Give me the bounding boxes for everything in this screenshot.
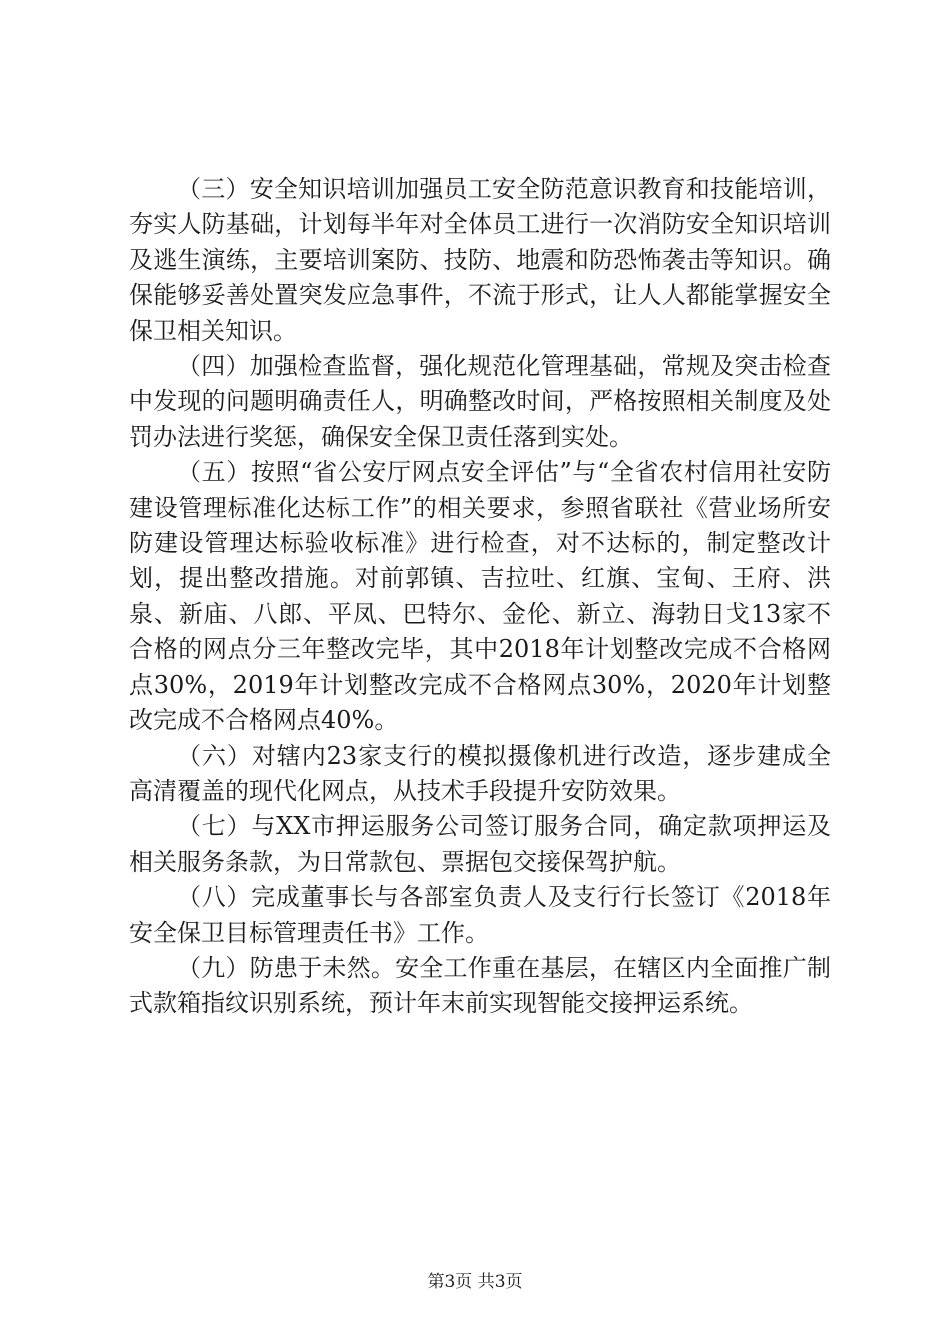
paragraph-3-safety-training: （三）安全知识培训加强员工安全防范意识教育和技能培训，夯实人防基础，计划每半年对全体员工进行一次消防安全知识培训及逃生演练，主要培训案防、技防、地震和防恐怖袭击等知识。确保能够妥善处置突发应急事件，不流于形式，让人人都能掌握安全保卫相关知识。 xyxy=(129,175,831,345)
paragraph-9-prevention: （九）防患于未然。安全工作重在基层，在辖区内全面推广制式款箱指纹识别系统，预计年末前实现智能交接押运系统。 xyxy=(129,953,831,1018)
paragraph-6-cameras: （六）对辖内23家支行的模拟摄像机进行改造，逐步建成全高清覆盖的现代化网点，从技术手段提升安防效果。 xyxy=(129,741,831,805)
paragraph-4-inspection: （四）加强检查监督，强化规范化管理基础，常规及突击检查中发现的问题明确责任人，明确整改时间，严格按照相关制度及处罚办法进行奖惩，确保安全保卫责任落到实处。 xyxy=(129,352,831,451)
paragraph-8-responsibility: （八）完成董事长与各部室负责人及支行行长签订《2018年安全保卫目标管理责任书》工作。 xyxy=(129,883,831,947)
document-body xyxy=(129,172,831,1022)
paragraph-7-escort-contract: （七）与XX市押运服务公司签订服务合同，确定款项押运及相关服务条款，为日常款包、票据包交接保驾护航。 xyxy=(129,812,831,876)
paragraph-5-standardization: （五）按照“省公安厅网点安全评估”与“全省农村信用社安防建设管理标准化达标工作”的相关要求，参照省联社《营业场所安防建设管理达标验收标准》进行检查，对不达标的，制定整改计划，提出整改措施。对前郭镇、吉拉吐、红旗、宝甸、王府、洪泉、新庙、八郎、平凤、巴特尔、金伦、新立、海勃日戈13家不合格的网点分三年整改完毕，其中2018年计划整改完成不合格网点30%，2019年计划整改完成不合格网点30%，2020年计划整改完成不合格网点40%。 xyxy=(129,458,831,735)
page-number-footer: 第3页 共3页 xyxy=(427,1272,523,1292)
